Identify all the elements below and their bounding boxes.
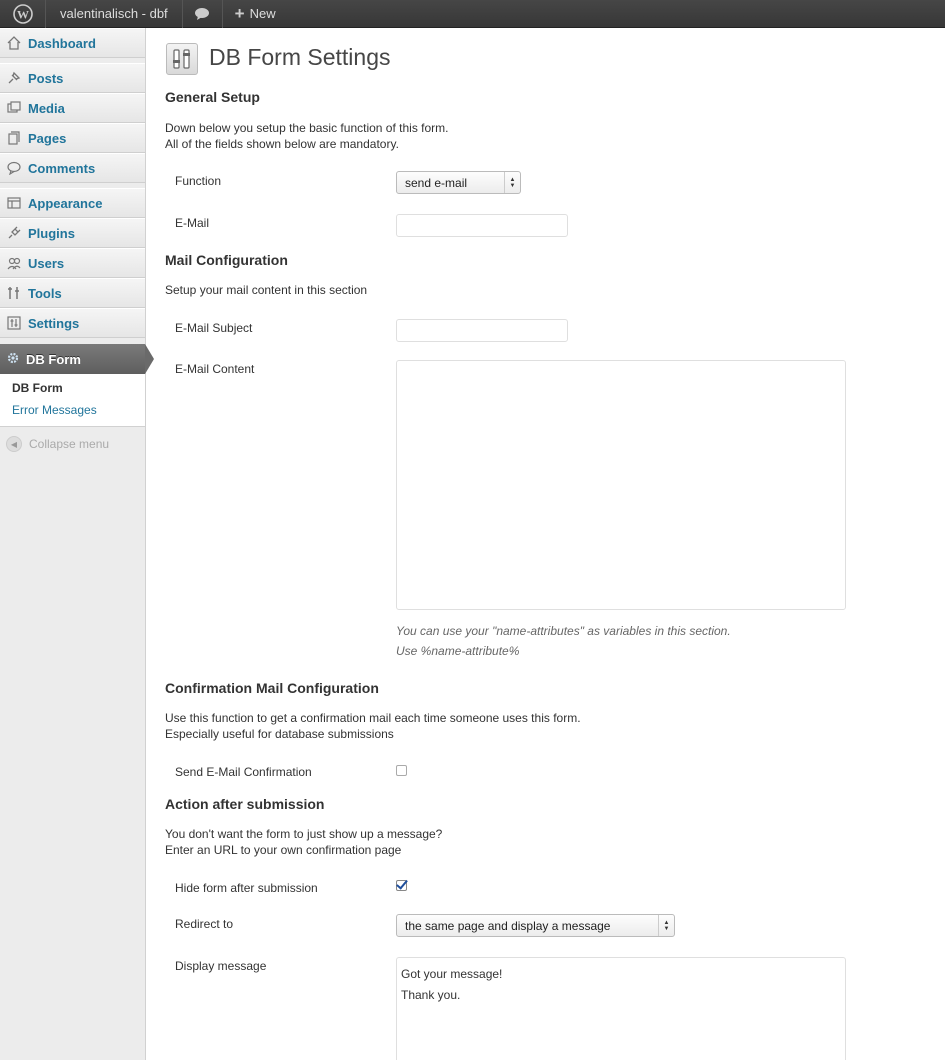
media-icon <box>6 100 22 116</box>
sidebar-item-dashboard[interactable] <box>0 28 145 58</box>
display-message-textarea[interactable]: Got your message! Thank you. <box>396 957 846 1060</box>
admin-bar <box>0 0 945 28</box>
hide-form-label: Hide form after submission <box>175 881 318 895</box>
sidebar-item-settings[interactable] <box>0 308 145 338</box>
section-heading-mail: Mail Configuration <box>165 252 288 268</box>
submenu-item-error-messages[interactable]: Error Messages <box>12 403 97 417</box>
email-content-label: E-Mail Content <box>175 362 255 376</box>
collapse-arrow-icon: ◀ <box>6 436 22 452</box>
sidebar-item-media[interactable] <box>0 93 145 123</box>
sidebar-item-label: Media <box>28 100 65 116</box>
email-subject-label: E-Mail Subject <box>175 321 253 335</box>
pages-icon <box>6 130 22 146</box>
plugin-icon <box>6 225 22 241</box>
section-description-mail: Setup your mail content in this section <box>165 283 368 297</box>
settings-sliders-icon <box>166 43 198 75</box>
home-icon <box>6 35 22 51</box>
collapse-menu-button[interactable] <box>6 436 109 452</box>
new-label: New <box>249 6 276 21</box>
main-content <box>146 28 945 1060</box>
sidebar-item-label: Comments <box>28 160 96 176</box>
sidebar-item-db-form[interactable] <box>0 344 145 374</box>
sidebar-item-appearance[interactable] <box>0 188 145 218</box>
send-confirmation-label: Send E-Mail Confirmation <box>175 765 312 779</box>
section-description-confirmation: Use this function to get a confirmation mail each time someone uses this form. Especially useful for database submissions <box>165 711 581 741</box>
redirect-select[interactable]: the same page and display a message ▲ ▼ <box>396 914 675 937</box>
sidebar-item-pages[interactable] <box>0 123 145 153</box>
sidebar-item-comments[interactable] <box>0 153 145 183</box>
section-heading-confirmation: Confirmation Mail Configuration <box>165 680 379 696</box>
sidebar-item-tools[interactable] <box>0 278 145 308</box>
section-description-general: Down below you setup the basic function of this form. All of the fields shown below are mandatory. <box>165 121 449 151</box>
sidebar-item-label: Pages <box>28 130 67 146</box>
select-arrows-icon: ▲ ▼ <box>658 915 674 936</box>
hide-form-checkbox[interactable] <box>396 880 407 891</box>
section-heading-action: Action after submission <box>165 796 325 812</box>
sidebar-item-posts[interactable] <box>0 63 145 93</box>
new-content-button[interactable] <box>223 0 288 28</box>
plus-icon: + <box>234 4 245 23</box>
sidebar-item-label: Appearance <box>28 195 103 211</box>
section-heading-general: General Setup <box>165 89 260 105</box>
gear-icon <box>6 351 20 368</box>
redirect-label: Redirect to <box>175 917 234 931</box>
sidebar-item-label: DB Form <box>26 351 81 367</box>
email-label: E-Mail <box>175 216 210 230</box>
collapse-menu-label: Collapse menu <box>29 437 110 451</box>
sidebar-item-label: Dashboard <box>28 35 96 51</box>
sidebar-item-label: Users <box>28 255 65 271</box>
appearance-icon <box>6 195 22 211</box>
email-content-hint: You can use your "name-attributes" as variables in this section. Use %name-attribute% <box>396 624 731 658</box>
email-input[interactable] <box>396 214 568 237</box>
users-icon <box>6 255 22 271</box>
pin-icon <box>6 70 22 86</box>
display-message-label: Display message <box>175 959 267 973</box>
settings-icon <box>6 315 22 331</box>
sidebar-item-users[interactable] <box>0 248 145 278</box>
sidebar-item-plugins[interactable] <box>0 218 145 248</box>
comments-icon[interactable] <box>183 0 223 28</box>
sidebar-item-label: Settings <box>28 315 80 331</box>
send-confirmation-checkbox[interactable] <box>396 765 407 776</box>
sidebar-item-label: Plugins <box>28 225 75 241</box>
email-subject-input[interactable] <box>396 319 568 342</box>
svg-text:W: W <box>16 7 29 21</box>
tools-icon <box>6 285 22 301</box>
email-content-textarea[interactable] <box>396 360 846 610</box>
select-arrows-icon: ▲ ▼ <box>504 172 520 193</box>
function-label: Function <box>175 174 222 188</box>
admin-sidebar <box>0 28 146 1060</box>
site-name-link[interactable]: valentinalisch - dbf <box>46 0 183 28</box>
sidebar-item-label: Tools <box>28 285 62 301</box>
section-description-action: You don't want the form to just show up a message? Enter an URL to your own confirmation page <box>165 827 443 857</box>
wordpress-logo-icon[interactable] <box>0 0 46 28</box>
sidebar-item-label: Posts <box>28 70 64 86</box>
function-select[interactable]: send e-mail ▲ ▼ <box>396 171 521 194</box>
page-title: DB Form Settings <box>209 44 391 70</box>
submenu-item-db-form[interactable]: DB Form <box>12 381 63 395</box>
db-form-submenu <box>0 374 145 427</box>
comment-icon <box>6 160 22 176</box>
